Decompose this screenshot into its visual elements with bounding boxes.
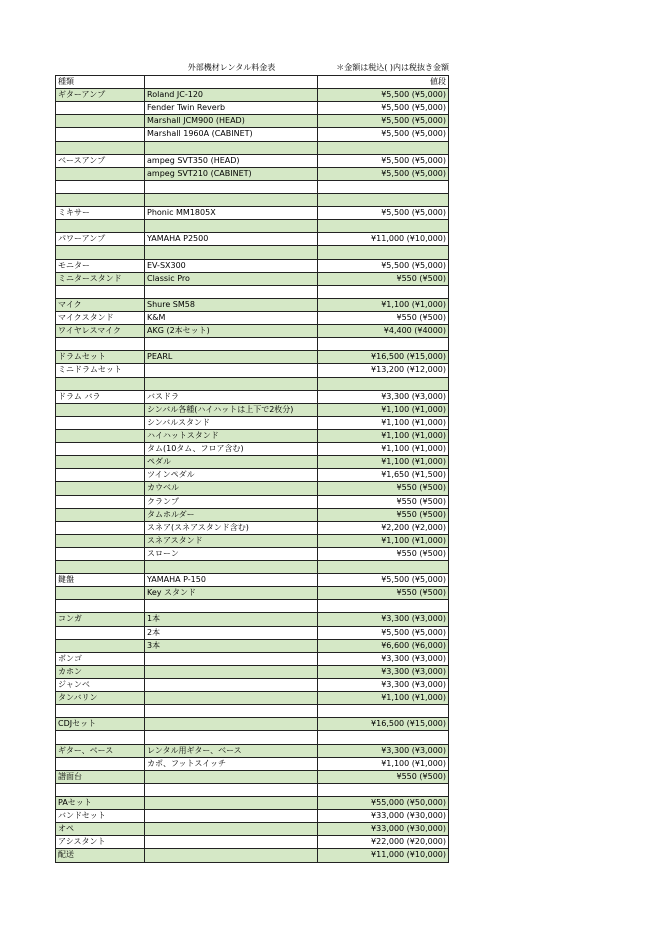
item-cell	[145, 561, 318, 574]
category-cell: PAセット	[56, 797, 145, 810]
price-cell: ¥1,100 (¥1,000)	[318, 443, 449, 456]
table-row	[56, 443, 449, 456]
table-row	[56, 260, 449, 273]
item-cell	[145, 246, 318, 259]
item-cell: ペダル	[145, 456, 318, 469]
price-cell	[318, 561, 449, 574]
price-cell: ¥3,300 (¥3,000)	[318, 391, 449, 404]
category-cell	[56, 168, 145, 181]
category-cell	[56, 286, 145, 299]
price-cell: ¥55,000 (¥50,000)	[318, 797, 449, 810]
price-cell: ¥1,650 (¥1,500)	[318, 469, 449, 482]
item-cell	[145, 784, 318, 797]
category-cell: パワーアンプ	[56, 233, 145, 246]
price-cell: ¥16,500 (¥15,000)	[318, 351, 449, 364]
item-cell: YAMAHA P-150	[145, 574, 318, 587]
category-cell	[56, 378, 145, 391]
price-cell: ¥1,100 (¥1,000)	[318, 299, 449, 312]
price-cell: ¥3,300 (¥3,000)	[318, 679, 449, 692]
category-cell	[56, 758, 145, 771]
item-cell: スネア(スネアスタンド含む)	[145, 522, 318, 535]
table-row	[56, 89, 449, 102]
header-category: 種類	[56, 76, 145, 89]
category-cell	[56, 417, 145, 430]
table-row	[56, 600, 449, 613]
category-cell	[56, 115, 145, 128]
price-cell: ¥1,100 (¥1,000)	[318, 417, 449, 430]
category-cell: バンドセット	[56, 810, 145, 823]
item-cell: スローン	[145, 548, 318, 561]
table-row	[56, 220, 449, 233]
item-cell: Fender Twin Reverb	[145, 102, 318, 115]
price-cell: ¥5,500 (¥5,000)	[318, 260, 449, 273]
category-cell	[56, 338, 145, 351]
price-cell: ¥3,300 (¥3,000)	[318, 653, 449, 666]
table-row	[56, 456, 449, 469]
category-cell: CDJセット	[56, 718, 145, 731]
price-cell: ¥5,500 (¥5,000)	[318, 102, 449, 115]
category-cell: カホン	[56, 666, 145, 679]
item-cell: バスドラ	[145, 391, 318, 404]
price-cell: ¥550 (¥500)	[318, 548, 449, 561]
item-cell: シンバルスタンド	[145, 417, 318, 430]
item-cell	[145, 823, 318, 836]
category-cell: ベースアンプ	[56, 155, 145, 168]
price-cell	[318, 181, 449, 194]
table-row	[56, 548, 449, 561]
table-row	[56, 351, 449, 364]
item-cell: 3本	[145, 640, 318, 653]
table-row	[56, 509, 449, 522]
price-cell: ¥3,300 (¥3,000)	[318, 613, 449, 626]
category-cell: ミニタースタンド	[56, 273, 145, 286]
table-row	[56, 391, 449, 404]
table-row	[56, 771, 449, 784]
category-cell	[56, 194, 145, 207]
category-cell	[56, 430, 145, 443]
item-cell: ampeg SVT210 (CABINET)	[145, 168, 318, 181]
table-row	[56, 128, 449, 141]
item-cell	[145, 836, 318, 849]
category-cell: オペ	[56, 823, 145, 836]
item-cell: スネアスタンド	[145, 535, 318, 548]
item-cell: ampeg SVT350 (HEAD)	[145, 155, 318, 168]
category-cell: ジャンベ	[56, 679, 145, 692]
price-cell	[318, 338, 449, 351]
price-cell	[318, 220, 449, 233]
category-cell	[56, 548, 145, 561]
category-cell: ボンゴ	[56, 653, 145, 666]
table-row	[56, 430, 449, 443]
item-cell	[145, 810, 318, 823]
price-cell: ¥2,200 (¥2,000)	[318, 522, 449, 535]
category-cell: マイク	[56, 299, 145, 312]
table-row	[56, 535, 449, 548]
table-row	[56, 207, 449, 220]
price-cell: ¥5,500 (¥5,000)	[318, 115, 449, 128]
item-cell	[145, 679, 318, 692]
category-cell	[56, 404, 145, 417]
price-cell	[318, 378, 449, 391]
category-cell	[56, 600, 145, 613]
price-cell: ¥16,500 (¥15,000)	[318, 718, 449, 731]
table-row	[56, 823, 449, 836]
item-cell	[145, 338, 318, 351]
price-cell: ¥1,100 (¥1,000)	[318, 758, 449, 771]
item-cell	[145, 220, 318, 233]
item-cell	[145, 364, 318, 377]
table-row	[56, 679, 449, 692]
table-row	[56, 705, 449, 718]
category-cell: マイクスタンド	[56, 312, 145, 325]
table-row	[56, 246, 449, 259]
price-cell: ¥550 (¥500)	[318, 509, 449, 522]
table-row	[56, 666, 449, 679]
category-cell: ワイヤレスマイク	[56, 325, 145, 338]
item-cell	[145, 849, 318, 862]
price-cell: ¥550 (¥500)	[318, 273, 449, 286]
item-cell	[145, 718, 318, 731]
item-cell	[145, 692, 318, 705]
item-cell: K&M	[145, 312, 318, 325]
category-cell	[56, 640, 145, 653]
table-row	[56, 404, 449, 417]
item-cell: タムホルダー	[145, 509, 318, 522]
header-item	[145, 76, 318, 89]
category-cell	[56, 496, 145, 509]
category-cell	[56, 102, 145, 115]
table-row	[56, 797, 449, 810]
price-cell: ¥5,500 (¥5,000)	[318, 574, 449, 587]
category-cell	[56, 142, 145, 155]
price-cell: ¥1,100 (¥1,000)	[318, 692, 449, 705]
item-cell: 2本	[145, 627, 318, 640]
category-cell	[56, 469, 145, 482]
price-cell: ¥6,600 (¥6,000)	[318, 640, 449, 653]
item-cell	[145, 286, 318, 299]
price-cell: ¥5,500 (¥5,000)	[318, 89, 449, 102]
price-cell: ¥22,000 (¥20,000)	[318, 836, 449, 849]
item-cell	[145, 378, 318, 391]
category-cell	[56, 784, 145, 797]
price-cell	[318, 246, 449, 259]
item-cell	[145, 797, 318, 810]
price-cell	[318, 600, 449, 613]
table-row	[56, 522, 449, 535]
table-row	[56, 181, 449, 194]
price-cell: ¥550 (¥500)	[318, 496, 449, 509]
price-cell	[318, 705, 449, 718]
item-cell: PEARL	[145, 351, 318, 364]
category-cell	[56, 181, 145, 194]
tax-note: ＊金額は税込( )内は税抜き金額	[336, 63, 449, 72]
table-row	[56, 640, 449, 653]
table-row	[56, 168, 449, 181]
price-cell	[318, 286, 449, 299]
category-cell	[56, 522, 145, 535]
item-cell: Phonic MM1805X	[145, 207, 318, 220]
item-cell	[145, 731, 318, 744]
table-row	[56, 745, 449, 758]
category-cell	[56, 509, 145, 522]
item-cell: レンタル用ギター、ベース	[145, 745, 318, 758]
table-row	[56, 810, 449, 823]
price-cell	[318, 194, 449, 207]
item-cell: Roland JC-120	[145, 89, 318, 102]
table-row	[56, 364, 449, 377]
item-cell	[145, 705, 318, 718]
item-cell: タム(10タム、フロア含む)	[145, 443, 318, 456]
price-cell: ¥11,000 (¥10,000)	[318, 233, 449, 246]
price-cell: ¥550 (¥500)	[318, 587, 449, 600]
price-cell: ¥1,100 (¥1,000)	[318, 430, 449, 443]
item-cell	[145, 666, 318, 679]
price-cell: ¥3,300 (¥3,000)	[318, 666, 449, 679]
table-row	[56, 627, 449, 640]
category-cell	[56, 561, 145, 574]
item-cell: AKG (2本セット)	[145, 325, 318, 338]
table-row	[56, 338, 449, 351]
item-cell: Shure SM58	[145, 299, 318, 312]
price-cell: ¥13,200 (¥12,000)	[318, 364, 449, 377]
table-row	[56, 613, 449, 626]
table-row	[56, 469, 449, 482]
category-cell: コンガ	[56, 613, 145, 626]
table-row	[56, 836, 449, 849]
table-body	[56, 89, 449, 862]
table-row	[56, 312, 449, 325]
price-cell: ¥4,400 (¥4000)	[318, 325, 449, 338]
category-cell	[56, 220, 145, 233]
item-cell: ツインペダル	[145, 469, 318, 482]
category-cell	[56, 246, 145, 259]
item-cell	[145, 142, 318, 155]
category-cell	[56, 128, 145, 141]
item-cell: 1本	[145, 613, 318, 626]
table-row	[56, 115, 449, 128]
item-cell	[145, 181, 318, 194]
item-cell: Classic Pro	[145, 273, 318, 286]
table-row	[56, 378, 449, 391]
table-row	[56, 496, 449, 509]
item-cell	[145, 194, 318, 207]
price-cell: ¥5,500 (¥5,000)	[318, 168, 449, 181]
price-cell: ¥1,100 (¥1,000)	[318, 535, 449, 548]
table-row	[56, 194, 449, 207]
item-cell: クランプ	[145, 496, 318, 509]
price-cell	[318, 784, 449, 797]
table-row	[56, 233, 449, 246]
table-row	[56, 587, 449, 600]
price-cell: ¥3,300 (¥3,000)	[318, 745, 449, 758]
table-header-row	[56, 76, 449, 89]
category-cell: アシスタント	[56, 836, 145, 849]
category-cell: ギターアンプ	[56, 89, 145, 102]
item-cell	[145, 653, 318, 666]
price-cell: ¥1,100 (¥1,000)	[318, 456, 449, 469]
price-cell	[318, 142, 449, 155]
table-row	[56, 286, 449, 299]
table-row	[56, 653, 449, 666]
price-cell: ¥33,000 (¥30,000)	[318, 823, 449, 836]
category-cell: 鍵盤	[56, 574, 145, 587]
item-cell	[145, 600, 318, 613]
category-cell	[56, 443, 145, 456]
table-row	[56, 155, 449, 168]
category-cell: 譜面台	[56, 771, 145, 784]
price-cell: ¥33,000 (¥30,000)	[318, 810, 449, 823]
page-title: 外部機材レンタル料金表	[187, 63, 276, 72]
item-cell: シンバル各種(ハイハットは上下で2枚分)	[145, 404, 318, 417]
table-row	[56, 561, 449, 574]
item-cell: YAMAHA P2500	[145, 233, 318, 246]
table-row	[56, 692, 449, 705]
price-cell: ¥5,500 (¥5,000)	[318, 207, 449, 220]
item-cell: EV-SX300	[145, 260, 318, 273]
category-cell: タンバリン	[56, 692, 145, 705]
table-row	[56, 849, 449, 862]
price-cell: ¥550 (¥500)	[318, 312, 449, 325]
item-cell: ハイハットスタンド	[145, 430, 318, 443]
item-cell: Marshall 1960A (CABINET)	[145, 128, 318, 141]
category-cell	[56, 627, 145, 640]
table-row	[56, 574, 449, 587]
price-cell: ¥550 (¥500)	[318, 482, 449, 495]
table-row	[56, 758, 449, 771]
header-price: 値段	[318, 76, 449, 89]
price-cell: ¥5,500 (¥5,000)	[318, 128, 449, 141]
price-cell: ¥5,500 (¥5,000)	[318, 155, 449, 168]
category-cell: ミニドラムセット	[56, 364, 145, 377]
table-row	[56, 102, 449, 115]
category-cell: 配送	[56, 849, 145, 862]
table-row	[56, 142, 449, 155]
category-cell: ミキサー	[56, 207, 145, 220]
price-cell	[318, 731, 449, 744]
category-cell: ギター、ベース	[56, 745, 145, 758]
item-cell: Marshall JCM900 (HEAD)	[145, 115, 318, 128]
price-cell: ¥1,100 (¥1,000)	[318, 404, 449, 417]
table-row	[56, 718, 449, 731]
table-row	[56, 273, 449, 286]
table-row	[56, 482, 449, 495]
category-cell	[56, 705, 145, 718]
item-cell: カウベル	[145, 482, 318, 495]
table-row	[56, 325, 449, 338]
item-cell: Key スタンド	[145, 587, 318, 600]
item-cell: カポ、フットスイッチ	[145, 758, 318, 771]
item-cell	[145, 771, 318, 784]
price-table	[55, 75, 449, 863]
table-row	[56, 731, 449, 744]
category-cell	[56, 482, 145, 495]
table-row	[56, 417, 449, 430]
category-cell	[56, 731, 145, 744]
price-cell: ¥5,500 (¥5,000)	[318, 627, 449, 640]
category-cell: ドラムセット	[56, 351, 145, 364]
category-cell: モニター	[56, 260, 145, 273]
category-cell	[56, 456, 145, 469]
category-cell	[56, 587, 145, 600]
category-cell: ドラム バラ	[56, 391, 145, 404]
category-cell	[56, 535, 145, 548]
price-cell: ¥550 (¥500)	[318, 771, 449, 784]
table-row	[56, 299, 449, 312]
price-cell: ¥11,000 (¥10,000)	[318, 849, 449, 862]
table-row	[56, 784, 449, 797]
